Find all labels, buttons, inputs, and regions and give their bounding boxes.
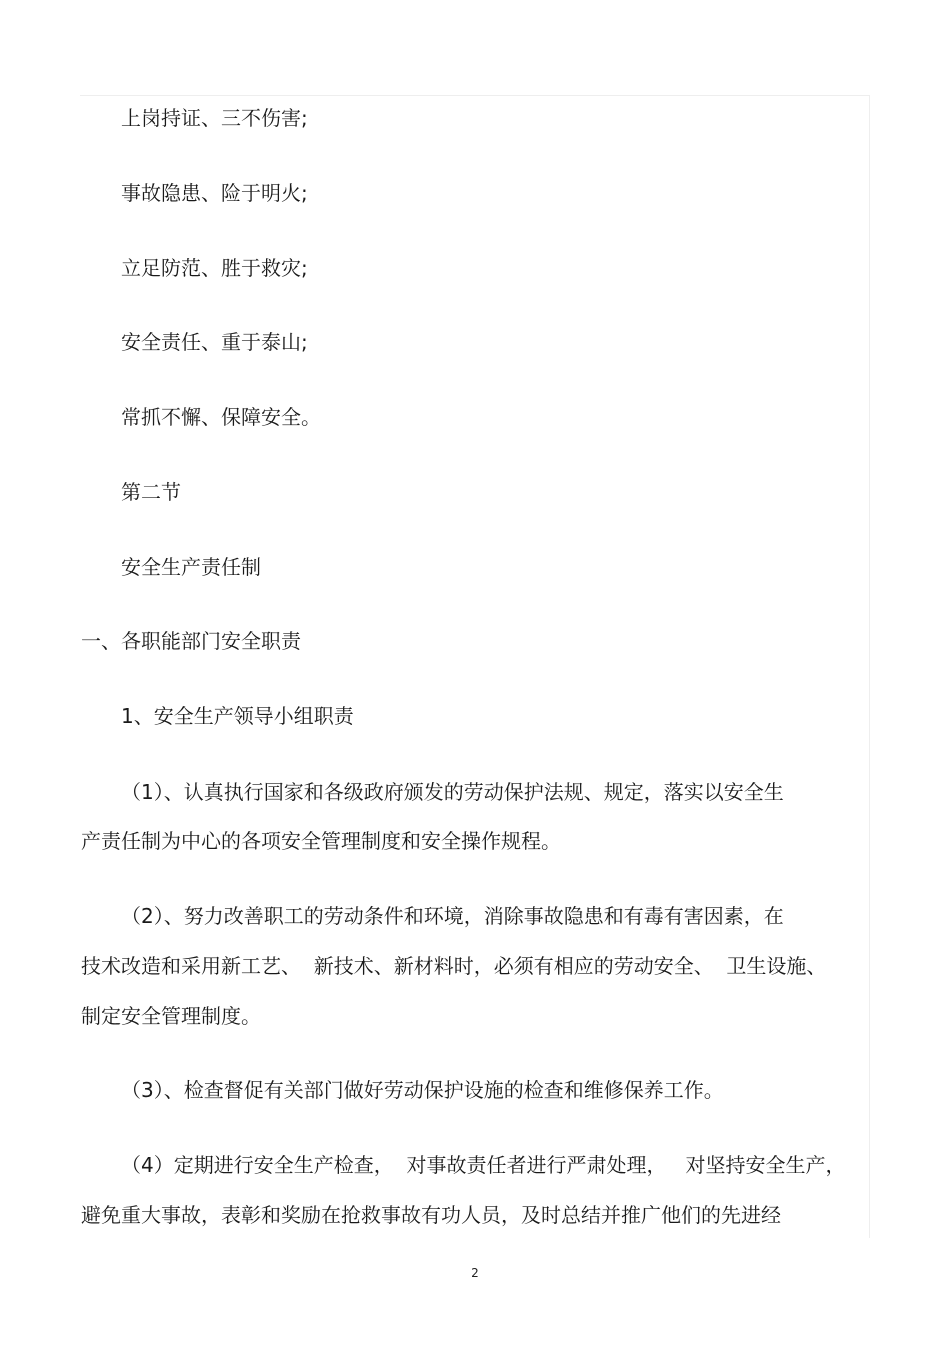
paragraph-line: （1）、认真执行国家和各级政府颁发的劳动保护法规、规定，落实以安全生 <box>121 780 784 804</box>
paragraph-line: 产责任制为中心的各项安全管理制度和安全操作规程。 <box>81 829 561 853</box>
slogan-line: 安全责任、重于泰山; <box>121 330 308 354</box>
paragraph-line: 技术改造和采用新工艺、 新技术、新材料时，必须有相应的劳动安全、 卫生设施、 <box>81 954 827 978</box>
chapter-heading: 一、各职能部门安全职责 <box>81 629 301 653</box>
subsection-heading: 1、安全生产领导小组职责 <box>121 704 354 728</box>
slogan-line: 立足防范、胜于救灾; <box>121 256 308 280</box>
paragraph-line: （2）、努力改善职工的劳动条件和环境，消除事故隐患和有毒有害因素，在 <box>121 904 784 928</box>
slogan-line: 事故隐患、险于明火; <box>121 181 308 205</box>
page-border-top <box>80 95 870 96</box>
page-border-right <box>869 95 870 1238</box>
page-number: 2 <box>471 1266 479 1280</box>
paragraph-line: 避免重大事故，表彰和奖励在抢救事故有功人员，及时总结并推广他们的先进经 <box>81 1203 781 1227</box>
paragraph-line: （3）、检查督促有关部门做好劳动保护设施的检查和维修保养工作。 <box>121 1078 724 1102</box>
paragraph-line: 制定安全管理制度。 <box>81 1004 261 1028</box>
slogan-line: 常抓不懈、保障安全。 <box>121 405 321 429</box>
paragraph-line: （4）定期进行安全生产检查， 对事故责任者进行严肃处理， 对坚持安全生产， <box>121 1153 846 1177</box>
section-title: 安全生产责任制 <box>121 555 261 579</box>
slogan-line: 上岗持证、三不伤害; <box>121 106 308 130</box>
section-number: 第二节 <box>121 480 181 504</box>
